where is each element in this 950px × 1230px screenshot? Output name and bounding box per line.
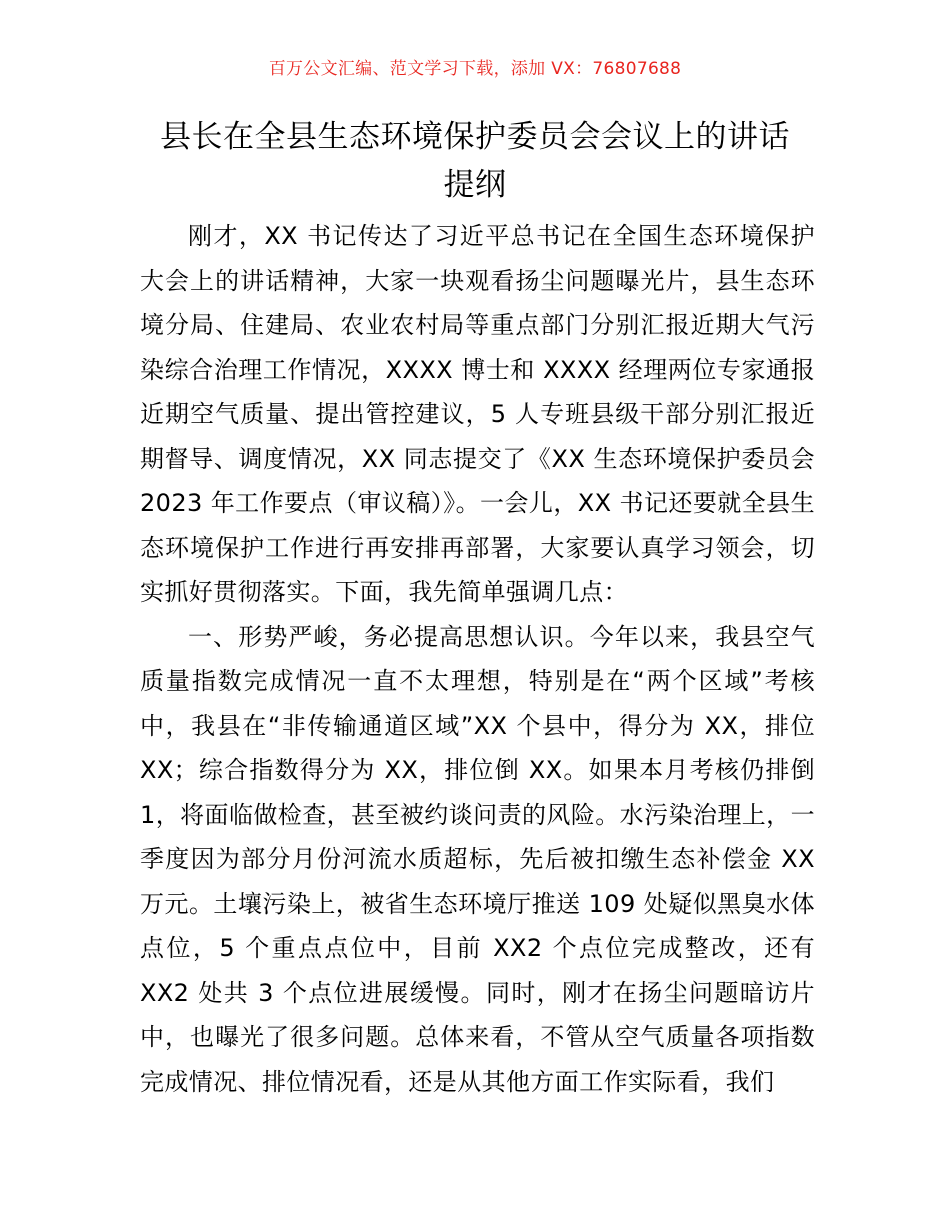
paragraph-section-one: 一、形势严峻，务必提高思想认识。今年以来，我县空气质量指数完成情况一直不太理想，特别是在“两个区域”考核中，我县在“非传输通道区域”XX 个县中，得分为 XX，排位 XX；综合指数得分为 XX，排位倒 XX。如果本月考核仍排倒 1，将面临做检查，甚至被约谈问责的风险。水污染治理上，一季度因为部分月份河流水质超标，先后被扣缴生态补偿金 XX 万元。土壤污染上，被省生态环境厅推送 109 处疑似黑臭水体点位，5 个重点点位中，目前 XX2 个点位完成整改，还有 XX2 处共 3 个点位进展缓慢。同时，刚才在扬尘问题暗访片中，也曝光了很多问题。总体来看，不管从空气质量各项指数完成情况、排位情况看，还是从其他方面工作实际看，我们 [140, 622, 815, 1096]
document-body [140, 214, 815, 1104]
watermark-header: 百万公文汇编、范文学习下载，添加 VX：76807688 [268, 59, 682, 79]
page-title: 县长在全县生态环境保护委员会会议上的讲话提纲 [160, 119, 790, 203]
paragraph-intro: 刚才，XX 书记传达了习近平总书记在全国生态环境保护大会上的讲话精神，大家一块观看扬尘问题曝光片，县生态环境分局、住建局、农业农村局等重点部门分别汇报近期大气污染综合治理工作情况，XXXX 博士和 XXXX 经理两位专家通报近期空气质量、提出管控建议，5 人专班县级干部分别汇报近期督导、调度情况，XX 同志提交了《XX 生态环境保护委员会 2023 年工作要点（审议稿）》。一会儿，XX 书记还要就全县生态环境保护工作进行再安排再部署，大家要认真学习领会，切实抓好贯彻落实。下面，我先简单强调几点： [140, 222, 815, 606]
